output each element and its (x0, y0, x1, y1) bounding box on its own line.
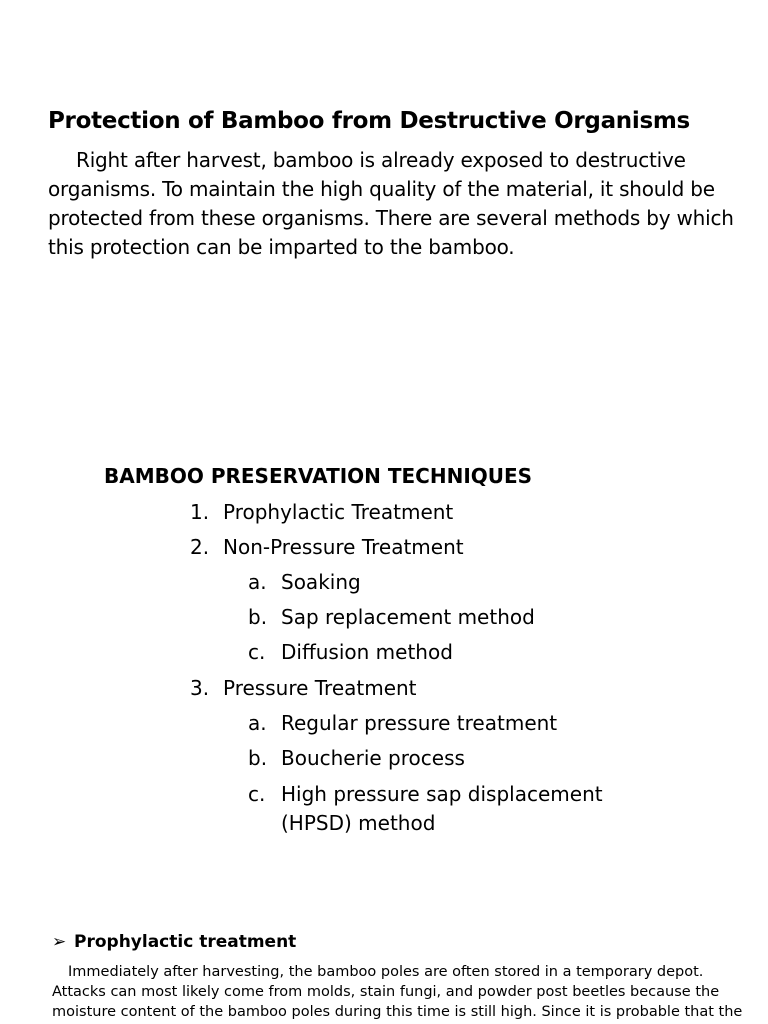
arrow-bullet-icon: ➢ (52, 932, 67, 952)
list-label: Boucherie process (281, 746, 465, 770)
section-line: moisture content of the bamboo poles during this time is still high. Since it is probable that the (52, 1004, 743, 1020)
list-label: Non-Pressure Treatment (223, 535, 464, 559)
section-line: Immediately after harvesting, the bamboo poles are often stored in a temporary depot. (68, 964, 704, 980)
section-heading-text: Prophylactic treatment (74, 932, 297, 952)
list-label: Pressure Treatment (223, 676, 417, 700)
intro-paragraph (48, 146, 748, 262)
list-marker: 2. (190, 535, 210, 559)
list-marker: b. (248, 746, 268, 770)
list-marker: a. (248, 711, 267, 735)
list-marker: b. (248, 605, 268, 629)
intro-line: organisms. To maintain the high quality of the material, it should be (48, 177, 715, 201)
list-label: (HPSD) method (281, 811, 436, 835)
techniques-heading: BAMBOO PRESERVATION TECHNIQUES (104, 464, 533, 488)
list-label: Soaking (281, 570, 361, 594)
section-line: Attacks can most likely come from molds, stain fungi, and powder post beetles because the (52, 984, 720, 1000)
list-label: Prophylactic Treatment (223, 500, 454, 524)
list-marker: c. (248, 782, 266, 806)
list-label: Sap replacement method (281, 605, 535, 629)
intro-line: protected from these organisms. There are several methods by which (48, 206, 734, 230)
list-label: Regular pressure treatment (281, 711, 558, 735)
intro-line: this protection can be imparted to the bamboo. (48, 235, 515, 259)
intro-line: Right after harvest, bamboo is already exposed to destructive (76, 148, 686, 172)
list-marker: 1. (190, 500, 210, 524)
list-label: Diffusion method (281, 640, 453, 664)
list-label: High pressure sap displacement (281, 782, 603, 806)
list-marker: a. (248, 570, 267, 594)
section-heading (52, 932, 296, 952)
section-paragraph (52, 962, 752, 1022)
list-marker: 3. (190, 676, 210, 700)
page-title: Protection of Bamboo from Destructive Organisms (48, 108, 690, 134)
list-marker: c. (248, 640, 266, 664)
